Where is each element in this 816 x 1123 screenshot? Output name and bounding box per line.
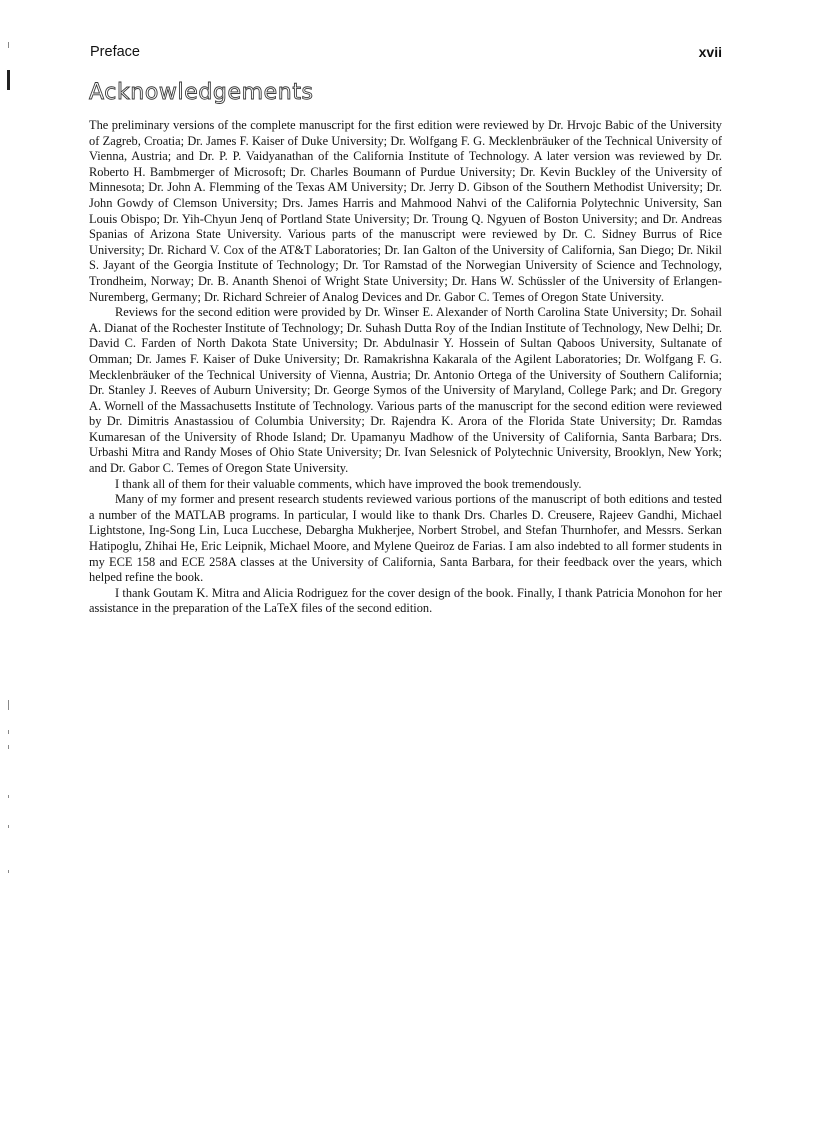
paragraph-first-edition-reviewers: The preliminary versions of the complete manuscript for the first edition were reviewed by Dr. Hrvojc Babic of the University of Zagreb, Croatia; Dr. James F. Kaiser of Duke University; Dr. Wolfgang F. G. Mecklenbräuker of the Technical University of Vienna, Austria; and Dr. P. P. Vaidyanathan of the California Institute of Technology. A later version was reviewed by Dr. Roberto H. Bambmerger of Microsoft; Dr. Charles Boumann of Purdue University; Dr. Kevin Buckley of the University of Minnesota; Dr. John A. Flemming of the Texas AM University; Dr. Jerry D. Gibson of the Southern Methodist University; Dr. John Gowdy of Clemson University; Drs. James Harris and Mahmood Nahvi of the California Polytechnic University, San Louis Obispo; Dr. Yih-Chyun Jenq of Portland State University; Dr. Troung Q. Ngyuen of Boston University; and Dr. Andreas Spanias of Arizona State University. Various parts of the manuscript were reviewed by Dr. C. Sidney Burrus of Rice University; Dr. Richard V. Cox of the AT&T Laboratories; Dr. Ian Galton of the University of California, San Diego; Dr. Nikil S. Jayant of the Georgia Institute of Technology; Dr. Tor Ramstad of the Norwegian University of Science and Technology, Trondheim, Norway; Dr. B. Ananth Shenoi of Wright State University; Dr. Hans W. Schüssler of the University of Erlangen-Nuremberg, Germany; Dr. Richard Schreier of Analog Devices and Dr. Gabor C. Temes of Oregon State University. [89, 118, 722, 304]
scan-speck [8, 700, 9, 710]
scan-speck [8, 730, 9, 734]
scan-speck [8, 745, 9, 749]
scan-speck [8, 870, 9, 873]
page-number: xvii [698, 44, 722, 60]
paragraph-second-edition-reviewers: Reviews for the second edition were provided by Dr. Winser E. Alexander of North Carolina State University; Dr. Sohail A. Dianat of the Rochester Institute of Technology; Dr. Suhash Dutta Roy of the Indian Institute of Technology, New Delhi; Dr. David C. Farden of North Dakota State University; Dr. Abdulnasir Y. Hossein of Sultan Qaboos University, Sultanate of Omman; Dr. James F. Kaiser of Duke University; Dr. Ramakrishna Kakarala of the Agilent Laboratories; Dr. Wolfgang F. G. Mecklenbräuker of the Technical University of Vienna, Austria; Dr. Antonio Ortega of the University of Southern California; Dr. Stanley J. Reeves of Auburn University; Dr. George Symos of the University of Maryland, College Park; and Dr. Gregory A. Wornell of the Massachusetts Institute of Technology. Various parts of the manuscript for the second edition were reviewed by Dr. Dimitris Anastassiou of Columbia University; Dr. Rajendra K. Arora of the Florida State University; Dr. Ramdas Kumaresan of the University of Rhode Island; Dr. Upamanyu Madhow of the University of California, Santa Barbara; Drs. Urbashi Mitra and Randy Moses of Ohio State University; Dr. Ivan Selesnick of Polytechnic University, Brooklyn, New York; and Dr. Gabor C. Temes of Oregon State University. [89, 305, 722, 476]
paragraph-cover-design: I thank Goutam K. Mitra and Alicia Rodriguez for the cover design of the book. Finally, I thank Patricia Monohon for her assistance in the preparation of the LaTeX files of the second edition. [89, 585, 722, 616]
page-header [90, 44, 722, 64]
scan-mark [7, 70, 10, 90]
paragraph-students: Many of my former and present research students reviewed various portions of the manuscript of both editions and tested a number of the MATLAB programs. In particular, I would like to thank Drs. Charles D. Creusere, Rajeev Gandhi, Michael Lightstone, Ing-Song Lin, Luca Lucchese, Debargha Mukherjee, Norbert Strobel, and Stefan Thurnhofer, and Messrs. Serkan Hatipoglu, Zhihai He, Eric Leipnik, Michael Moore, and Mylene Queiroz de Farias. I am also indebted to all former students in my ECE 158 and ECE 258A classes at the University of California, Santa Barbara, for their feedback over the years, which helped refine the book. [89, 492, 722, 585]
scan-speck [8, 825, 9, 828]
scan-speck [8, 42, 9, 48]
running-head: Preface [90, 44, 140, 60]
paragraph-thanks: I thank all of them for their valuable comments, which have improved the book tremendously. [115, 476, 582, 491]
acknowledgements-body [89, 118, 722, 617]
section-title: Acknowledgements [89, 80, 314, 105]
scan-speck [8, 795, 9, 798]
